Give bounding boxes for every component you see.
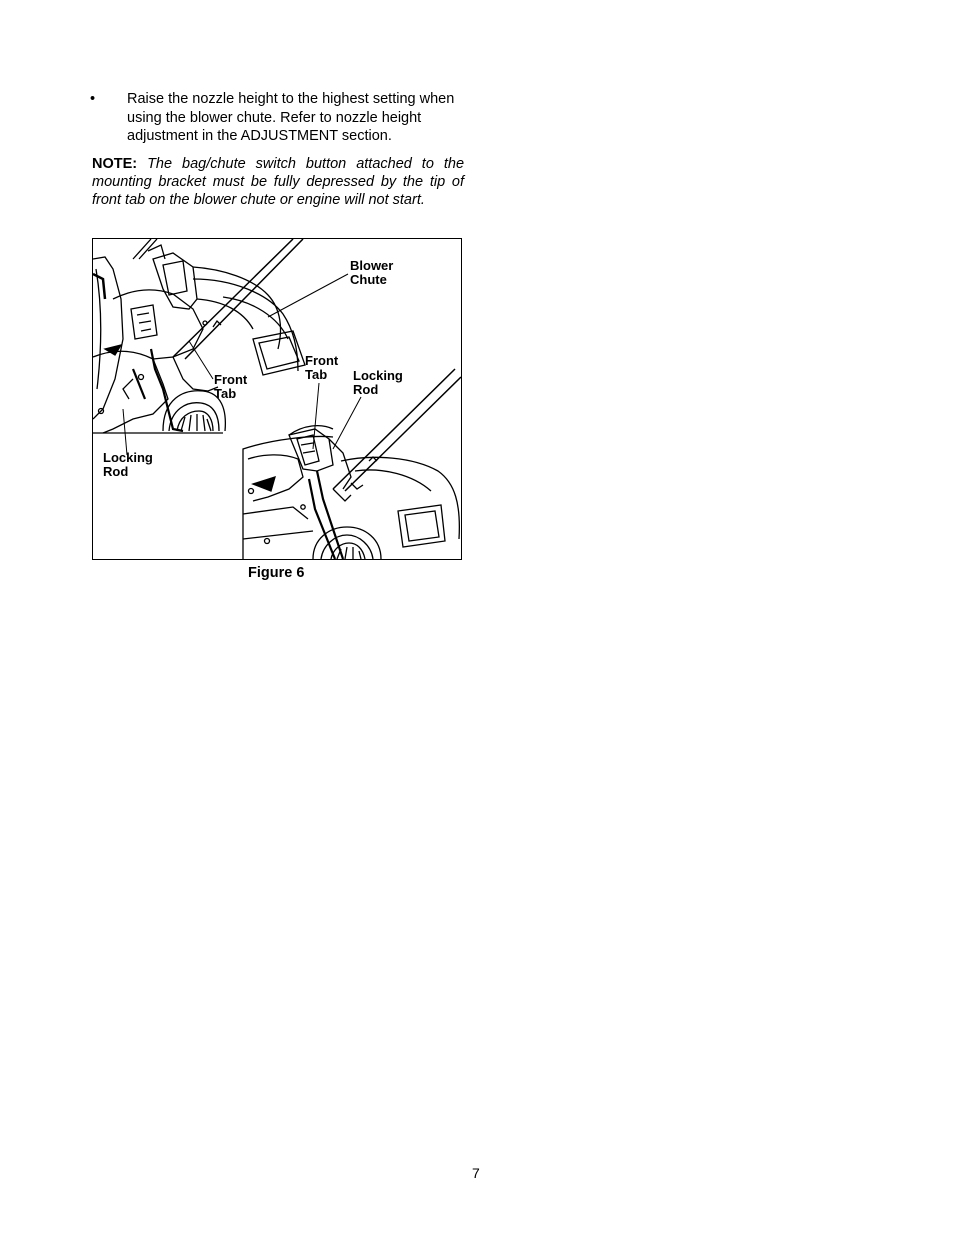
- lower-assembly-drawing: [243, 426, 381, 559]
- note-paragraph: [92, 155, 464, 209]
- figure-caption: Figure 6: [248, 565, 305, 581]
- page-number: 7: [472, 1165, 480, 1181]
- bullet-symbol: •: [90, 91, 96, 107]
- callout-locking-rod-left: Locking Rod: [103, 450, 153, 479]
- figure-illustration: [92, 238, 462, 560]
- callout-front-tab-left: Front Tab: [214, 372, 248, 401]
- upper-handle-and-chute: [133, 239, 305, 375]
- note-label: NOTE:: [92, 156, 138, 172]
- callout-blower-chute: Blower Chute: [350, 258, 394, 287]
- callout-locking-rod-right: Locking Rod: [353, 368, 403, 397]
- callout-front-tab-right: Front Tab: [305, 353, 339, 382]
- bullet-text: Raise the nozzle height to the highest setting when using the blower chute. Refer to nozzle height adjustment in the ADJUSTMENT section.: [127, 91, 455, 144]
- lawn-vacuum-blower-chute-drawing: [93, 239, 461, 559]
- note-text: The bag/chute switch button attached to the mounting bracket must be fully depressed by the tip of front tab on the blower chute or engine will not start.: [92, 156, 465, 208]
- bullet-item: [90, 90, 470, 146]
